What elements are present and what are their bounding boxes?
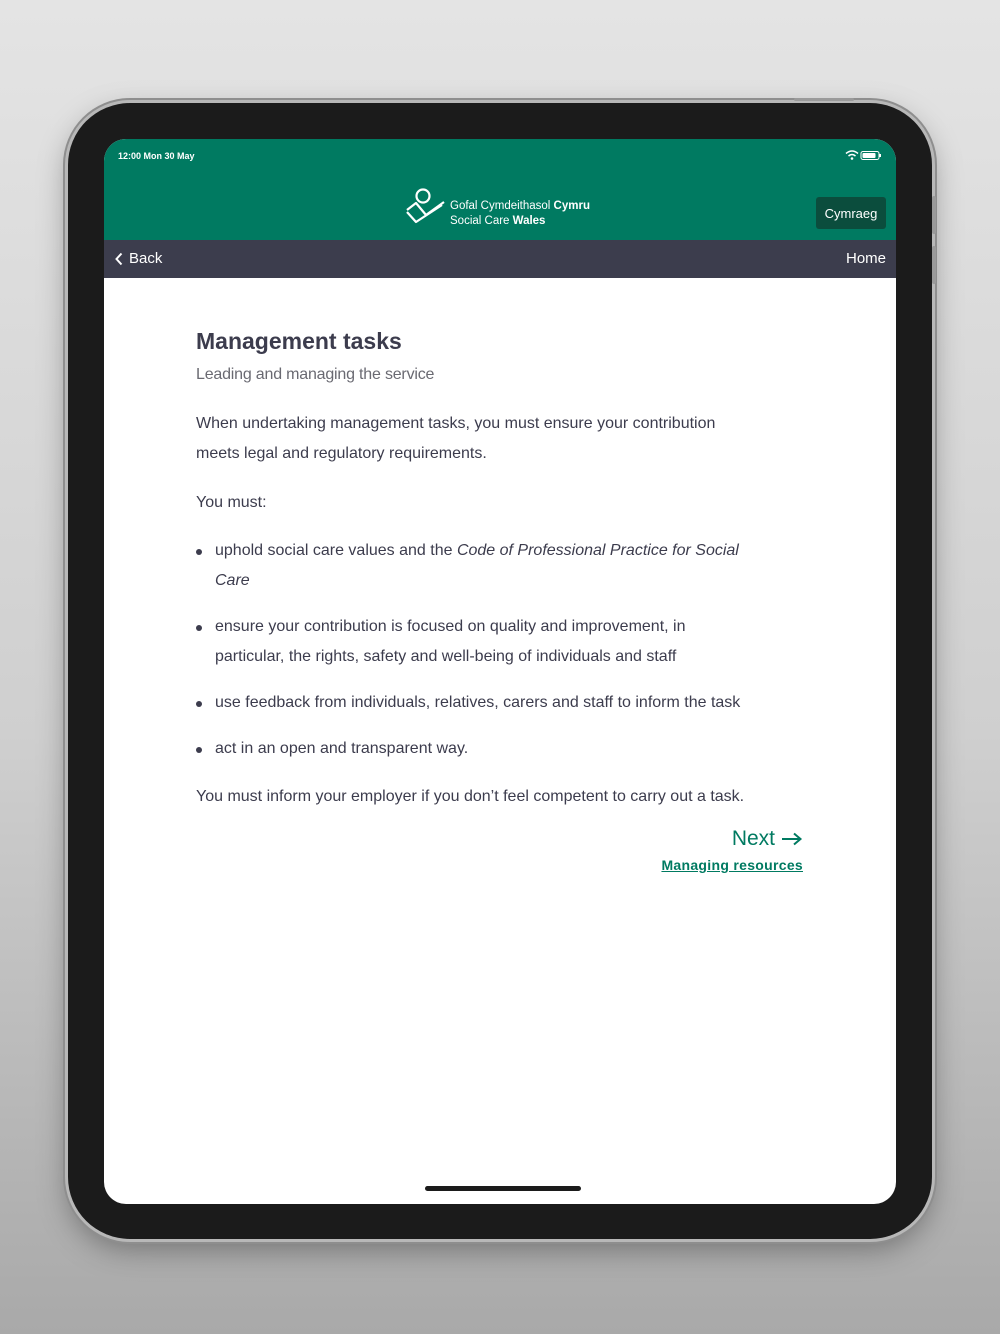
- back-button[interactable]: [114, 250, 162, 267]
- top-button: [794, 98, 854, 101]
- logo-text: Gofal Cymdeithasol Cymru Social Care Wales: [450, 200, 590, 227]
- bullet-dot: [196, 549, 202, 555]
- volume-down-button: [932, 246, 936, 284]
- status-time: 12:00 Mon 30 May: [118, 151, 195, 161]
- volume-up-button: [932, 196, 936, 234]
- intro-paragraph: When undertaking management tasks, you must ensure your contribution meets legal and regulatory requirements.: [196, 415, 716, 462]
- app-screen: [104, 139, 896, 1204]
- bullet-dot: [196, 625, 202, 631]
- next-section[interactable]: [661, 827, 803, 873]
- list-item: act in an open and transparent way.: [215, 734, 795, 764]
- closing-paragraph: You must inform your employer if you don’t feel competent to carry out a task.: [196, 788, 745, 805]
- wifi-icon: [846, 151, 858, 160]
- page-title: Management tasks: [196, 328, 402, 354]
- navigation-bar: [104, 240, 896, 278]
- list-item: ensure your contribution is focused on quality and improvement, in particular, the rights, safety and well-being of individuals and staff: [215, 612, 795, 672]
- next-label: Next: [731, 827, 775, 850]
- bullet-dot: [196, 701, 202, 707]
- you-must-label: You must:: [196, 494, 267, 511]
- battery-icon: [861, 152, 881, 160]
- next-button[interactable]: [661, 827, 803, 851]
- arrow-right-icon: [781, 832, 803, 846]
- social-care-wales-logo: [404, 188, 604, 230]
- logo-icon: [404, 188, 448, 230]
- next-page-link[interactable]: Managing resources: [661, 857, 803, 873]
- home-indicator: [425, 1186, 581, 1191]
- bullet-dot: [196, 747, 202, 753]
- back-label: Back: [129, 250, 163, 267]
- app-header: [104, 139, 896, 240]
- language-toggle-button[interactable]: Cymraeg: [816, 197, 886, 229]
- status-icons: [844, 149, 884, 161]
- home-button[interactable]: Home: [845, 250, 886, 267]
- list-item: uphold social care values and the Code of Professional Practice for Social Care: [215, 536, 795, 596]
- page-subtitle: Leading and managing the service: [196, 366, 435, 383]
- list-item: use feedback from individuals, relatives, carers and staff to inform the task: [215, 688, 795, 718]
- chevron-left-icon: [114, 252, 124, 266]
